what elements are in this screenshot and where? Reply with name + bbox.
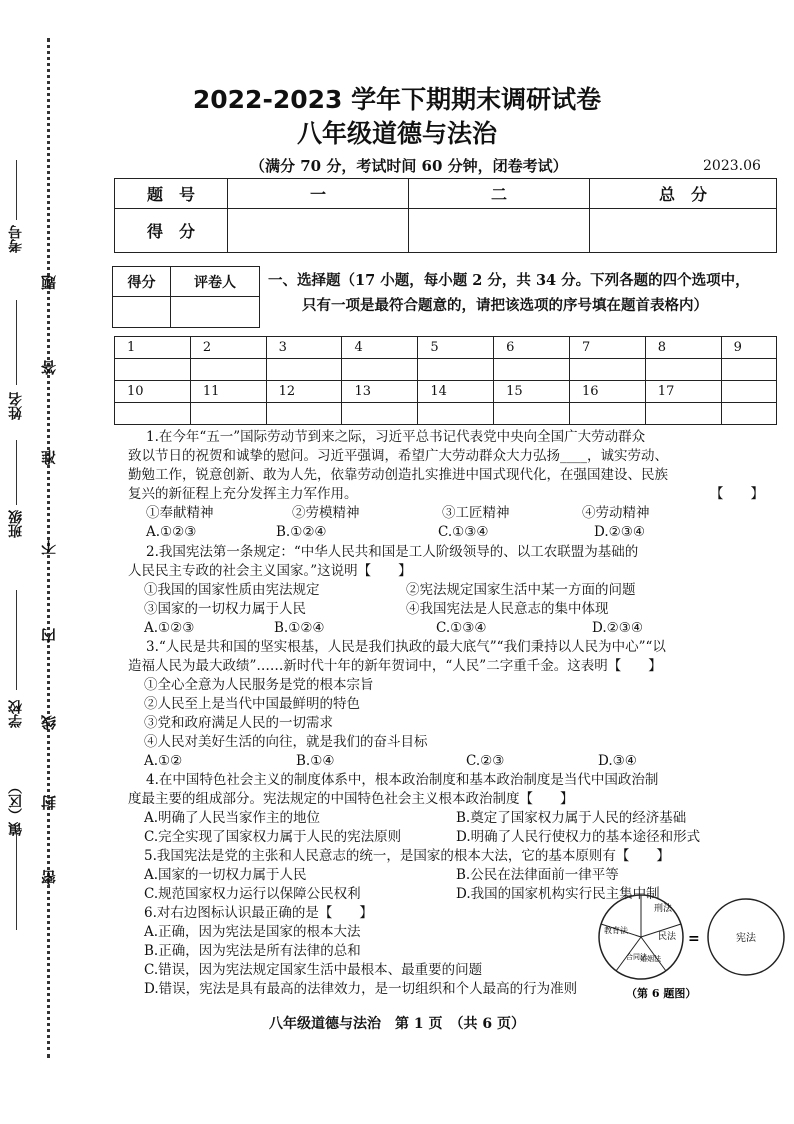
answer-cell[interactable] bbox=[418, 359, 494, 381]
q6-option-b: B.正确，因为宪法是所有法律的总和 bbox=[144, 943, 361, 959]
answer-num: 2 bbox=[190, 337, 266, 359]
grader-table bbox=[112, 266, 260, 328]
exam-note: （满分 70 分，考试时间 60 分钟，闭卷考试） bbox=[250, 157, 568, 175]
answer-num: 15 bbox=[494, 381, 570, 403]
score-header-label: 题 号 bbox=[115, 179, 228, 209]
q3-option-d: D.③④ bbox=[598, 753, 637, 769]
q5-option-d: D.我国的国家机构实行民主集中制 bbox=[456, 886, 660, 902]
answer-cell[interactable] bbox=[721, 359, 776, 381]
answer-num: 17 bbox=[645, 381, 721, 403]
exam-number-label: 考号 bbox=[8, 225, 24, 253]
score-cell-part2[interactable] bbox=[409, 209, 590, 253]
q1-option-b: B.①②④ bbox=[276, 524, 327, 540]
q2-option-a: A.①②③ bbox=[144, 620, 195, 636]
q1-line: 致以节日的祝贺和诚挚的慰问。习近平强调，希望广大劳动群众大力弘扬____，诚实劳动、 bbox=[128, 448, 668, 464]
answer-cell[interactable] bbox=[342, 359, 418, 381]
q1-item: ②劳模精神 bbox=[292, 505, 360, 521]
answer-bracket[interactable]: 【 】 bbox=[710, 486, 764, 502]
answer-num bbox=[721, 381, 776, 403]
answer-cell[interactable] bbox=[115, 403, 191, 425]
question-6-figure bbox=[596, 893, 786, 1003]
grader-score-label: 得分 bbox=[113, 267, 171, 297]
answer-num: 9 bbox=[721, 337, 776, 359]
pie-label-marriage-law: 婚姻法 bbox=[640, 955, 661, 963]
score-header-part2: 二 bbox=[409, 179, 590, 209]
pie-label-criminal-law: 刑法 bbox=[654, 904, 673, 914]
answer-num: 7 bbox=[569, 337, 645, 359]
exam-date: 2023.06 bbox=[703, 158, 761, 174]
answer-num: 4 bbox=[342, 337, 418, 359]
name-line bbox=[16, 300, 17, 385]
pie-label-education-law: 教育法 bbox=[604, 926, 628, 935]
exam-subject: 八年级道德与法治 bbox=[296, 119, 497, 148]
pie-label-civil-law: 民法 bbox=[658, 932, 677, 942]
question-1 bbox=[128, 428, 768, 542]
answer-num: 1 bbox=[115, 337, 191, 359]
q3-item: ②人民至上是当代中国最鲜明的特色 bbox=[144, 696, 360, 712]
q1-line: 勤勉工作，锐意创新、敢为人先，依靠劳动创造扎实推进中国式现代化，在强国建设、民族 bbox=[128, 467, 668, 483]
answer-cell[interactable] bbox=[569, 403, 645, 425]
q5-option-c: C.规范国家权力运行以保障公民权利 bbox=[144, 886, 361, 902]
q5-option-a: A.国家的一切权力属于人民 bbox=[144, 867, 307, 883]
seal-char-7: 答 bbox=[40, 360, 58, 375]
seal-char-5: 不 bbox=[40, 540, 58, 555]
q3-option-a: A.①② bbox=[144, 753, 183, 769]
q2-item: ①我国的国家性质由宪法规定 bbox=[144, 582, 320, 598]
answer-cell[interactable] bbox=[190, 359, 266, 381]
answer-cell[interactable] bbox=[342, 403, 418, 425]
answer-num: 11 bbox=[190, 381, 266, 403]
answer-num: 8 bbox=[645, 337, 721, 359]
answer-cell[interactable] bbox=[721, 403, 776, 425]
page-footer: 八年级道德与法治 第 1 页 （共 6 页） bbox=[269, 1016, 525, 1032]
q2-line: 人民民主专政的社会主义国家。”这说明【 】 bbox=[128, 563, 412, 579]
answer-num: 6 bbox=[494, 337, 570, 359]
answer-num: 14 bbox=[418, 381, 494, 403]
exam-number-line bbox=[16, 160, 17, 220]
q1-item: ①奉献精神 bbox=[146, 505, 214, 521]
answer-num: 5 bbox=[418, 337, 494, 359]
answer-cell[interactable] bbox=[494, 359, 570, 381]
q2-item: ②宪法规定国家生活中某一方面的问题 bbox=[406, 582, 636, 598]
q2-option-b: B.①②④ bbox=[274, 620, 325, 636]
q2-option-d: D.②③④ bbox=[592, 620, 643, 636]
answer-cell[interactable] bbox=[190, 403, 266, 425]
question-4 bbox=[128, 771, 768, 847]
q3-item: ③党和政府满足人民的一切需求 bbox=[144, 715, 333, 731]
section1-instruction bbox=[268, 268, 750, 318]
q4-option-d: D.明确了人民行使权力的基本途径和形式 bbox=[456, 829, 701, 845]
answer-num: 16 bbox=[569, 381, 645, 403]
q5-option-b: B.公民在法律面前一律平等 bbox=[456, 867, 619, 883]
q3-item: ④人民对美好生活的向往，就是我们的奋斗目标 bbox=[144, 734, 428, 750]
score-header-part1: 一 bbox=[228, 179, 409, 209]
figure-caption: （第 6 题图） bbox=[626, 987, 697, 1000]
seal-char-2: 封 bbox=[40, 795, 58, 810]
answer-num: 13 bbox=[342, 381, 418, 403]
q3-line: 造福人民为最大政绩”……新时代十年的新年贺词中，“人民”二字重千金。这表明【 】 bbox=[128, 658, 662, 674]
seal-char-1: 密 bbox=[40, 870, 58, 885]
answer-num: 3 bbox=[266, 337, 342, 359]
q4-option-a: A.明确了人民当家作主的地位 bbox=[144, 810, 321, 826]
q3-item: ①全心全意为人民服务是党的根本宗旨 bbox=[144, 677, 374, 693]
score-cell-total[interactable] bbox=[590, 209, 777, 253]
answer-cell[interactable] bbox=[569, 359, 645, 381]
answer-grid bbox=[114, 336, 777, 425]
q3-option-c: C.②③ bbox=[466, 753, 505, 769]
question-6 bbox=[128, 904, 628, 999]
q2-option-c: C.①③④ bbox=[436, 620, 487, 636]
constitution-label: 宪法 bbox=[736, 933, 756, 944]
q2-line: 2.我国宪法第一条规定：“中华人民共和国是工人阶级领导的、以工农联盟为基础的 bbox=[146, 544, 639, 560]
score-header-total: 总 分 bbox=[590, 179, 777, 209]
score-row-label: 得 分 bbox=[115, 209, 228, 253]
grader-name-label: 评卷人 bbox=[171, 267, 260, 297]
q1-item: ④劳动精神 bbox=[582, 505, 650, 521]
equals-sign: = bbox=[688, 931, 700, 947]
q1-line: 1.在今年“五一”国际劳动节到来之际，习近平总书记代表党中央向全国广大劳动群众 bbox=[146, 429, 646, 445]
q3-option-b: B.①④ bbox=[296, 753, 335, 769]
q5-line: 5.我国宪法是党的主张和人民意志的统一，是国家的根本大法，它的基本原则有【 】 bbox=[144, 848, 670, 864]
q1-line: 复兴的新征程上充分发挥主力军作用。 【 】 bbox=[128, 486, 764, 502]
seal-char-6: 准 bbox=[40, 450, 58, 465]
exam-title: 2022-2023 学年下期期末调研试卷 bbox=[192, 85, 602, 114]
q4-option-b: B.奠定了国家权力属于人民的经济基础 bbox=[456, 810, 687, 826]
q4-option-c: C.完全实现了国家权力属于人民的宪法原则 bbox=[144, 829, 402, 845]
q2-item: ③国家的一切权力属于人民 bbox=[144, 601, 306, 617]
q1-option-d: D.②③④ bbox=[594, 524, 645, 540]
pie-label-contract-law: 合同法 bbox=[626, 953, 647, 961]
question-2 bbox=[128, 543, 768, 638]
school-label: 学校 bbox=[8, 700, 24, 728]
seal-char-4: 内 bbox=[40, 628, 58, 643]
q4-line: 4.在中国特色社会主义的制度体系中，根本政治制度和基本政治制度是当代中国政治制 bbox=[146, 772, 659, 788]
answer-cell[interactable] bbox=[266, 403, 342, 425]
answer-cell[interactable] bbox=[266, 359, 342, 381]
seal-char-3: 线 bbox=[40, 715, 58, 730]
q6-line: 6.对右边图标认识最正确的是【 】 bbox=[144, 905, 373, 921]
q6-option-d: D.错误，宪法是具有最高的法律效力，是一切组织和个人最高的行为准则 bbox=[144, 981, 578, 997]
q6-option-a: A.正确，因为宪法是国家的根本大法 bbox=[144, 924, 361, 940]
name-label: 姓名 bbox=[8, 392, 24, 420]
q6-option-c: C.错误，因为宪法规定国家生活中最根本、最重要的问题 bbox=[144, 962, 483, 978]
q1-option-c: C.①③④ bbox=[438, 524, 489, 540]
answer-cell[interactable] bbox=[418, 403, 494, 425]
grader-name-cell[interactable] bbox=[171, 297, 260, 328]
answer-cell[interactable] bbox=[115, 359, 191, 381]
answer-cell[interactable] bbox=[645, 403, 721, 425]
q1-item: ③工匠精神 bbox=[442, 505, 510, 521]
school-line bbox=[16, 590, 17, 690]
answer-num: 12 bbox=[266, 381, 342, 403]
q1-option-a: A.①②③ bbox=[146, 524, 197, 540]
score-cell-part1[interactable] bbox=[228, 209, 409, 253]
q4-line: 度最主要的组成部分。宪法规定的中国特色社会主义根本政治制度【 】 bbox=[128, 791, 574, 807]
q2-item: ④我国宪法是人民意志的集中体现 bbox=[406, 601, 609, 617]
section1-line1: 一、选择题（17 小题，每小题 2 分，共 34 分。下列各题的四个选项中， bbox=[268, 272, 750, 289]
question-3 bbox=[128, 638, 768, 771]
class-label: 班级 bbox=[8, 510, 24, 538]
q3-line: 3.“人民是共和国的坚实根基，人民是我们执政的最大底气”“我们秉持以人民为中心”“以 bbox=[146, 639, 666, 655]
section1-line2: 只有一项是最符合题意的，请把该选项的序号填在题首表格内） bbox=[302, 297, 708, 314]
class-line bbox=[16, 440, 17, 505]
answer-cell[interactable] bbox=[494, 403, 570, 425]
district-label: 镇（区） bbox=[8, 780, 24, 836]
seal-char-8: 题 bbox=[40, 275, 58, 290]
district-line bbox=[16, 830, 17, 930]
score-table bbox=[114, 178, 777, 253]
grader-score-cell[interactable] bbox=[113, 297, 171, 328]
answer-cell[interactable] bbox=[645, 359, 721, 381]
answer-num: 10 bbox=[115, 381, 191, 403]
